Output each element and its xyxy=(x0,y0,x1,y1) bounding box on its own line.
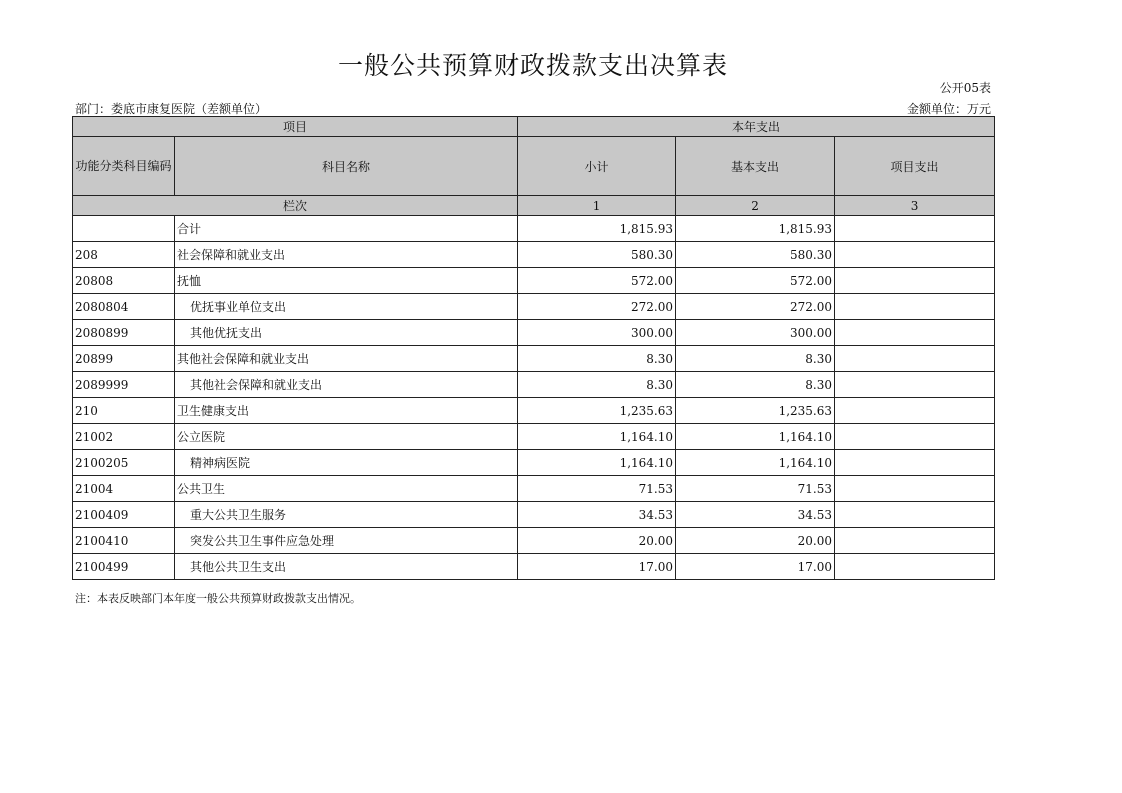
row-project xyxy=(835,554,995,580)
row-code: 21004 xyxy=(73,476,175,502)
row-basic: 1,164.10 xyxy=(676,450,835,476)
row-code: 20899 xyxy=(73,346,175,372)
table-row xyxy=(73,242,995,268)
header-subtotal: 小计 xyxy=(518,137,676,196)
row-code: 2080899 xyxy=(73,320,175,346)
row-project xyxy=(835,398,995,424)
row-basic: 20.00 xyxy=(676,528,835,554)
row-subtotal: 272.00 xyxy=(518,294,676,320)
row-basic: 34.53 xyxy=(676,502,835,528)
table-row xyxy=(73,216,995,242)
row-name: 社会保障和就业支出 xyxy=(175,242,518,268)
row-basic: 272.00 xyxy=(676,294,835,320)
row-basic: 1,815.93 xyxy=(676,216,835,242)
page-title: 一般公共预算财政拨款支出决算表 xyxy=(337,51,728,80)
amount-unit-label: 金额单位：万元 xyxy=(906,102,991,116)
header-basic: 基本支出 xyxy=(676,137,835,196)
row-basic: 8.30 xyxy=(676,372,835,398)
budget-table xyxy=(72,116,995,580)
row-subtotal: 1,164.10 xyxy=(518,424,676,450)
table-row xyxy=(73,372,995,398)
row-basic: 580.30 xyxy=(676,242,835,268)
header-name: 科目名称 xyxy=(175,137,518,196)
row-name: 精神病医院 xyxy=(175,450,518,476)
department-label: 部门：娄底市康复医院（差额单位） xyxy=(75,102,268,116)
row-name: 卫生健康支出 xyxy=(175,398,518,424)
row-code xyxy=(73,216,175,242)
row-project xyxy=(835,372,995,398)
row-subtotal: 17.00 xyxy=(518,554,676,580)
row-project xyxy=(835,346,995,372)
row-name: 公立医院 xyxy=(175,424,518,450)
row-code: 210 xyxy=(73,398,175,424)
row-subtotal: 34.53 xyxy=(518,502,676,528)
row-basic: 1,235.63 xyxy=(676,398,835,424)
row-project xyxy=(835,216,995,242)
header-project: 项目 xyxy=(73,117,518,137)
table-row xyxy=(73,450,995,476)
header-column-index: 栏次 xyxy=(73,196,518,216)
row-basic: 17.00 xyxy=(676,554,835,580)
row-name: 突发公共卫生事件应急处理 xyxy=(175,528,518,554)
table-row xyxy=(73,554,995,580)
row-basic: 8.30 xyxy=(676,346,835,372)
row-project xyxy=(835,242,995,268)
row-basic: 71.53 xyxy=(676,476,835,502)
row-subtotal: 1,815.93 xyxy=(518,216,676,242)
row-name: 其他社会保障和就业支出 xyxy=(175,372,518,398)
row-project xyxy=(835,294,995,320)
row-code: 2089999 xyxy=(73,372,175,398)
row-name: 优抚事业单位支出 xyxy=(175,294,518,320)
row-project xyxy=(835,502,995,528)
row-code: 21002 xyxy=(73,424,175,450)
table-row xyxy=(73,320,995,346)
table-row xyxy=(73,294,995,320)
row-subtotal: 8.30 xyxy=(518,372,676,398)
row-project xyxy=(835,476,995,502)
row-code: 2080804 xyxy=(73,294,175,320)
header-project-expenditure: 项目支出 xyxy=(835,137,995,196)
row-project xyxy=(835,268,995,294)
row-code: 20808 xyxy=(73,268,175,294)
form-number: 公开05表 xyxy=(939,81,991,95)
row-name: 其他优抚支出 xyxy=(175,320,518,346)
table-row xyxy=(73,476,995,502)
row-code: 2100409 xyxy=(73,502,175,528)
row-code: 2100410 xyxy=(73,528,175,554)
row-name: 公共卫生 xyxy=(175,476,518,502)
row-name: 重大公共卫生服务 xyxy=(175,502,518,528)
table-row xyxy=(73,424,995,450)
row-code: 2100205 xyxy=(73,450,175,476)
row-subtotal: 8.30 xyxy=(518,346,676,372)
row-code: 2100499 xyxy=(73,554,175,580)
header-current-year: 本年支出 xyxy=(518,117,995,137)
header-col-2: 2 xyxy=(676,196,835,216)
row-name: 抚恤 xyxy=(175,268,518,294)
header-col-3: 3 xyxy=(835,196,995,216)
row-name: 其他公共卫生支出 xyxy=(175,554,518,580)
row-subtotal: 572.00 xyxy=(518,268,676,294)
row-basic: 300.00 xyxy=(676,320,835,346)
table-row xyxy=(73,398,995,424)
header-code: 功能分类科目编码 xyxy=(73,137,175,196)
row-project xyxy=(835,424,995,450)
row-name: 合计 xyxy=(175,216,518,242)
row-code: 208 xyxy=(73,242,175,268)
table-note: 注：本表反映部门本年度一般公共预算财政拨款支出情况。 xyxy=(75,592,361,605)
row-subtotal: 1,164.10 xyxy=(518,450,676,476)
row-subtotal: 300.00 xyxy=(518,320,676,346)
row-subtotal: 71.53 xyxy=(518,476,676,502)
row-subtotal: 20.00 xyxy=(518,528,676,554)
table-row xyxy=(73,502,995,528)
row-basic: 1,164.10 xyxy=(676,424,835,450)
table-row xyxy=(73,346,995,372)
header-col-1: 1 xyxy=(518,196,676,216)
row-project xyxy=(835,320,995,346)
table-row xyxy=(73,268,995,294)
row-basic: 572.00 xyxy=(676,268,835,294)
row-subtotal: 580.30 xyxy=(518,242,676,268)
table-row xyxy=(73,528,995,554)
row-project xyxy=(835,450,995,476)
row-subtotal: 1,235.63 xyxy=(518,398,676,424)
row-name: 其他社会保障和就业支出 xyxy=(175,346,518,372)
row-project xyxy=(835,528,995,554)
